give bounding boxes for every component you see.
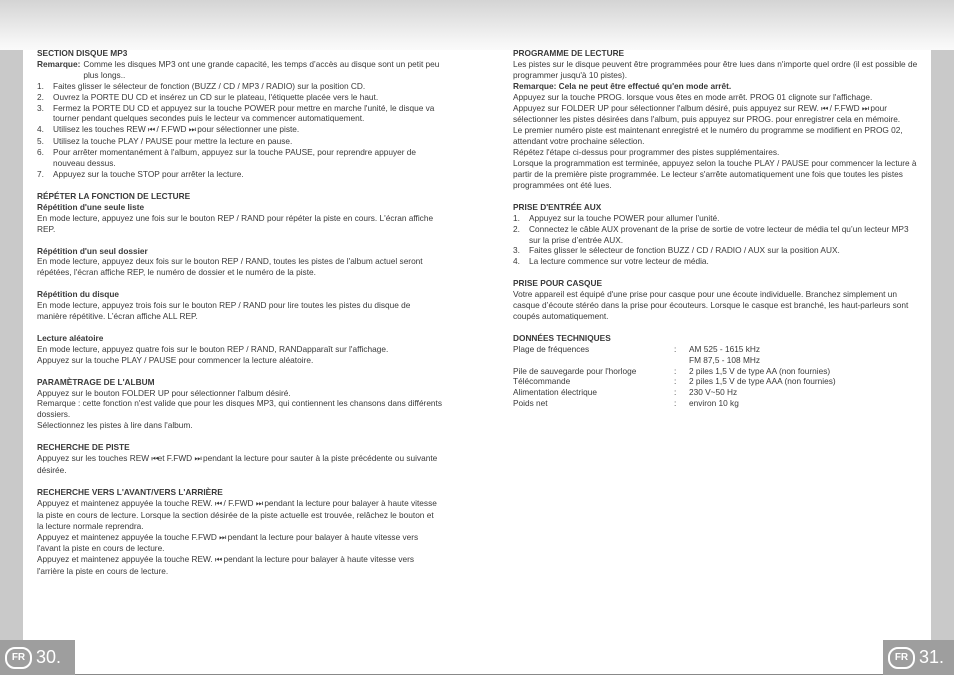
repeat-single-title: Répétition d'une seule liste [37,201,145,212]
table-row: Plage de fréquences : AM 525 - 1615 kHz [513,343,761,354]
skip-back-icon: ⏮ [215,498,222,508]
scan-paragraph-1: Appuyez et maintenez appuyée la touche REW. ⏮ / F.FWD ⏭ pendant la lecture pour balayer à haute vitesse la piste en cours de lecture. Lorsque la section désirée de la piste actuelle est trouvée, relâchez le bouton et la lecture normale reprendra. [37,497,437,531]
program-line-6: Lorsque la programmation est terminée, appuyez selon la touche PLAY / PAUSE pour commencer la lecture à partir de la première piste programmée. Le lecteur s'arrête automatiquement une fois que toutes les pistes programmées ont été lues. [513,158,917,190]
specs-table [513,344,836,409]
left-page-number-tab [0,640,75,675]
mp3-remark-label: Remarque: [37,58,81,69]
list-item: 5. Utilisez la touche PLAY / PAUSE pour mettre la lecture en pause. [37,136,293,147]
header-gradient-bar [0,0,954,50]
program-line-3: Appuyez sur FOLDER UP pour sélectionner l'album désiré, puis appuyez sur REW. ⏮ / F.FWD ⏭ pour sélectionner les pistes désirées dans l'album, puis appuyez sur PROG. pour enregistrer cela en mémoire. [513,102,901,125]
aux-section-title: PRISE D'ENTRÉE AUX [513,201,602,212]
album-line-1: Appuyez sur le bouton FOLDER UP pour sélectionner l'album désiré. [37,387,291,398]
repeat-disc-text: En mode lecture, appuyez trois fois sur le bouton REP / RAND pour lire toutes les pistes du disque de manière répétitive. L’écran affiche ALL REP. [37,300,411,322]
left-margin-bar [0,50,23,675]
repeat-section-title: RÉPÉTER LA FONCTION DE LECTURE [37,190,191,201]
program-line-2: Appuyez sur la touche PROG. lorsque vous êtes en mode arrêt. PROG 01 clignote sur l'affichage. [513,91,873,102]
scan-paragraph-2: Appuyez et maintenez appuyée la touche F.FWD ⏭ pendant la lecture pour balayer à haute vitesse vers l'avant la piste en cours de lecture. [37,531,419,554]
skip-forward-icon: ⏭ [219,532,226,542]
table-row: Pile de sauvegarde pour l'horloge : 2 piles 1,5 V de type AA (non fournies) [513,365,831,376]
program-section-title: PROGRAMME DE LECTURE [513,48,625,58]
repeat-single-text: En mode lecture, appuyez une fois sur le bouton REP / RAND pour répéter la piste en cours. L'écran affiche REP. [37,212,434,234]
skip-forward-icon: ⏭ [861,103,869,113]
right-margin-bar [931,50,954,675]
skip-forward-icon: ⏭ [194,454,201,464]
list-item: 3. Faites glisser le sélecteur de fonction BUZZ / CD / RADIO / AUX sur la position AUX. [513,245,840,256]
skip-forward-icon: ⏭ [188,125,195,135]
list-item: 4. La lecture commence sur votre lecteur de média. [513,256,709,267]
headphone-text: Votre appareil est équipé d'une prise pour casque pour une écoute individuelle. Branchez simplement un casque d’écoute stéréo dans la prise pour écouteurs. Lorsque le casque est branché, les haut-parleurs sont coupés automatiquement. [513,289,909,321]
list-item: 1. Faites glisser le sélecteur de fonction (BUZZ / CD / MP3 / RADIO) sur la position CD. [37,80,366,91]
table-row: Télécommande : 2 piles 1,5 V de type AAA (non fournies) [513,376,836,387]
specs-section-title: DONNÉES TECHNIQUES [513,332,611,343]
program-line-5: Répétez l'étape ci-dessus pour programmer des pistes supplémentaires. [513,147,780,158]
album-line-3: Sélectionnez les pistes à lire dans l'album. [37,420,193,431]
list-item: 7. Appuyez sur la touche STOP pour arrêter la lecture. [37,168,244,179]
repeat-folder-text: En mode lecture, appuyez deux fois sur le bouton REP / RAND, toutes les pistes de l'album actuel seront répétées, l'écran affiche REP, le numéro de dossier et le numéro de la piste. [37,256,423,278]
repeat-folder-title: Répétition d'un seul dossier [37,245,148,256]
skip-forward-icon: ⏭ [255,498,263,508]
mp3-remark [37,59,442,81]
language-badge: FR [5,647,32,669]
table-row: Poids net : environ 10 kg [513,398,739,409]
list-item: 3. Fermez la PORTE DU CD et appuyez sur la touche POWER pour mettre en marche l'unité, le disque va tourner pendant quelques secondes puis le lecteur va commencer automatiquement. [37,102,435,124]
list-item: 6. Pour arrêter momentanément à l'album, appuyez sur la touche PAUSE, pour reprendre appuyer de nouveau dessus. [37,147,417,169]
skip-back-icon: ⏮ [147,125,155,135]
program-line-4: Le premier numéro piste est maintenant enregistré et le numéro du programme se modifient en PROG 02, attendant votre prochaine sélection. [513,125,903,147]
skip-back-icon: ⏮ [151,454,158,464]
right-page-number: 31. [919,647,945,667]
list-item: 1. Appuyez sur la touche POWER pour allumer l’unité. [513,212,720,223]
headphone-section-title: PRISE POUR CASQUE [513,278,602,289]
table-row: FM 87,5 - 108 MHz [689,354,761,365]
table-row: Alimentation électrique : 230 V~50 Hz [513,387,738,398]
left-page-number: 30. [36,647,62,667]
list-item: 2. Ouvrez la PORTE DU CD et insérez un CD sur le plateau, l'étiquette placée vers le haut. [37,91,379,102]
language-badge: FR [888,647,915,669]
album-line-2: Remarque : cette fonction n'est valide que pour les disques MP3, qui contiennent les chansons dans différents dossiers. [37,398,442,420]
random-text-2: Appuyez sur la touche PLAY / PAUSE pour commencer la lecture aléatoire. [37,354,314,365]
scan-section-title: RECHERCHE VERS L'AVANT/VERS L'ARRIÈRE [37,486,223,497]
program-remark: Remarque: Cela ne peut être effectué qu'en mode arrêt. [513,80,732,91]
right-page-number-tab [883,640,954,675]
mp3-steps [37,81,442,180]
list-item: 2. Connectez le câble AUX provenant de la prise de sortie de votre lecteur de média tel qu’un lecteur MP3 sur la prise d’entrée AUX. [513,223,909,245]
skip-back-icon: ⏮ [821,103,828,113]
mp3-remark-text: Comme les disques MP3 ont une grande capacité, les temps d’accès au disque sont un petit peu plus longs.. [83,58,440,80]
aux-steps [513,213,918,268]
random-text-1: En mode lecture, appuyez quatre fois sur le bouton REP / RAND, RANDapparaît sur l'affichage. [37,343,389,354]
list-item: 4. Utilisez les touches REW ⏮ / F.FWD ⏭ pour sélectionner une piste. [37,124,300,135]
random-title: Lecture aléatoire [37,332,104,343]
scan-paragraph-3: Appuyez et maintenez appuyée la touche REW. ⏮ pendant la lecture pour balayer à haute vitesse vers l'arrière la piste en cours de lecture. [37,554,415,577]
right-page-content [513,48,918,409]
left-page-content [37,48,442,577]
mp3-section-title: SECTION DISQUE MP3 [37,48,128,58]
track-search-title: RECHERCHE DE PISTE [37,442,130,453]
track-search-text: Appuyez sur les touches REW ⏮et F.FWD ⏭ pendant la lecture pour sauter à la piste précédente ou suivante désirée. [37,453,438,475]
repeat-disc-title: Répétition du disque [37,289,120,300]
program-line-1: Les pistes sur le disque peuvent être programmées pour être lues dans n'importe quel ordre (il est possible de programmer jusqu'à 10 pistes). [513,58,918,80]
skip-back-icon: ⏮ [215,555,222,565]
album-section-title: PARAMÈTRAGE DE L'ALBUM [37,376,155,387]
